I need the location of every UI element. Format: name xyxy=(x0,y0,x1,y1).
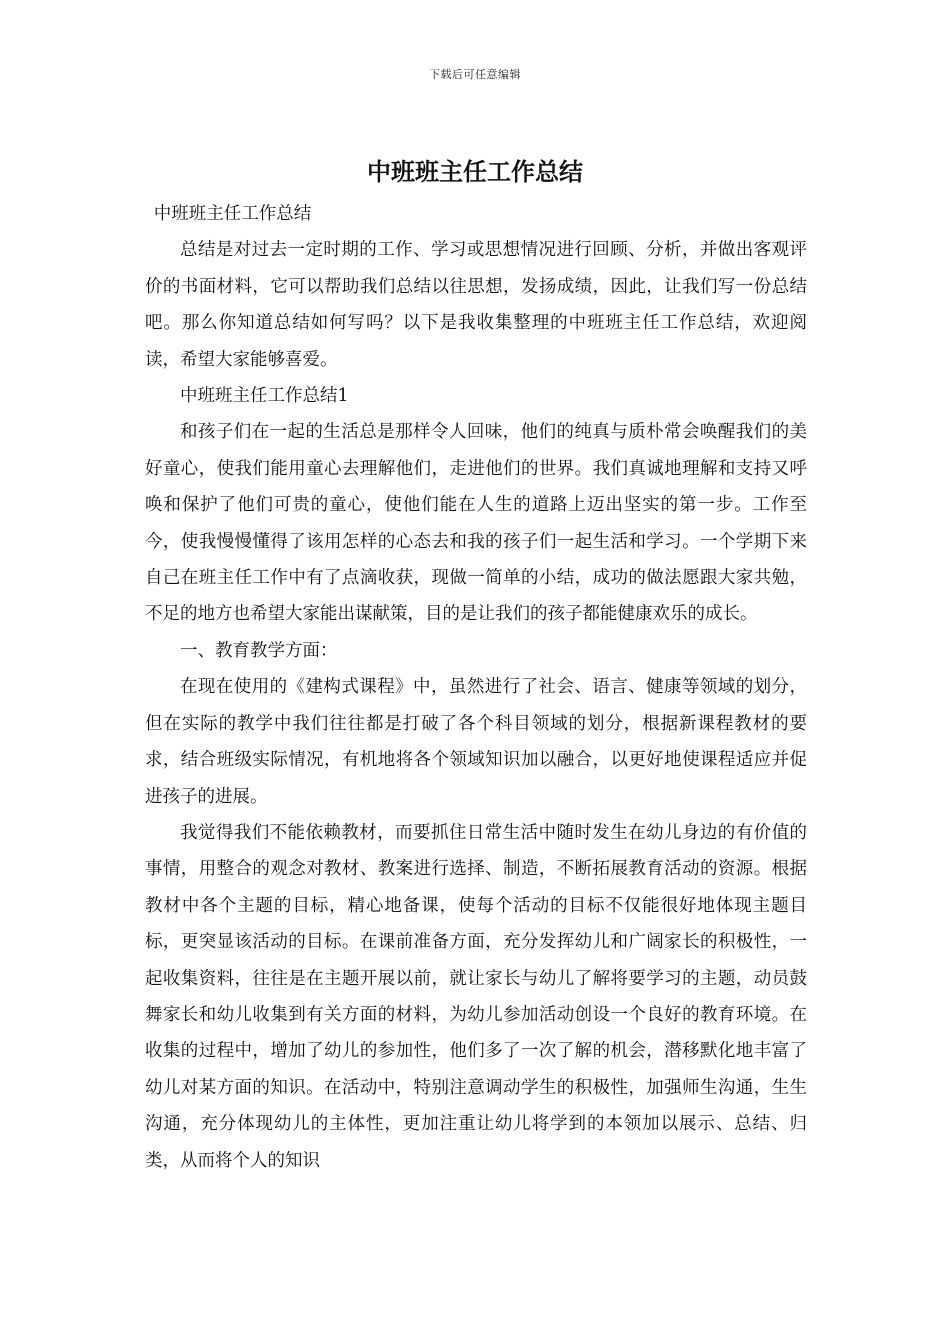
page-header-note: 下载后可任意编辑 xyxy=(429,68,521,81)
document-title: 中班班主任工作总结 xyxy=(367,157,583,186)
document-body xyxy=(145,196,807,1179)
document-subtitle: 中班班主任工作总结 xyxy=(153,204,312,224)
body-paragraph: 在现在使用的《建构式课程》中，虽然进行了社会、语言、健康等领域的划分，但在实际的教学中我们往往都是打破了各个科目领域的划分，根据新课程教材的要求，结合班级实际情况，有机地将各个领域知识加以融合，以更好地使课程适应并促进孩子的进展。 xyxy=(145,677,807,807)
section-heading: 中班班主任工作总结1 xyxy=(180,386,349,407)
body-paragraph: 和孩子们在一起的生活总是那样令人回味，他们的纯真与质朴常会唤醒我们的美好童心，使我们能用童心去理解他们，走进他们的世界。我们真诚地理解和支持又呼唤和保护了他们可贵的童心，使他们能在人生的道路上迈出坚实的第一步。工作至今，使我慢慢懂得了该用怎样的心态去和我的孩子们一起生活和学习。一个学期下来自己在班主任工作中有了点滴收获，现做一简单的小结，成功的做法愿跟大家共勉，不足的地方也希望大家能出谋献策，目的是让我们的孩子都能健康欢乐的成长。 xyxy=(145,422,807,625)
body-paragraph: 我觉得我们不能依赖教材，而要抓住日常生活中随时发生在幼儿身边的有价值的事情，用整合的观念对教材、教案进行选择、制造，不断拓展教育活动的资源。根据教材中各个主题的目标，精心地备课，使每个活动的目标不仅能很好地体现主题目标，更突显该活动的目标。在课前准备方面，充分发挥幼儿和广阔家长的积极性，一起收集资料，往往是在主题开展以前，就让家长与幼儿了解将要学习的主题，动员鼓舞家长和幼儿收集到有关方面的材料，为幼儿参加活动创设一个良好的教育环境。在收集的过程中，增加了幼儿的参加性，他们多了一次了解的机会，潜移默化地丰富了幼儿对某方面的知识。在活动中，特别注意调动学生的积极性，加强师生沟通，生生沟通，充分体现幼儿的主体性，更加注重让幼儿将学到的本领加以展示、总结、归类，从而将个人的知识 xyxy=(145,822,807,1171)
section-heading: 一、教育教学方面： xyxy=(180,640,338,661)
intro-paragraph: 总结是对过去一定时期的工作、学习或思想情况进行回顾、分析，并做出客观评价的书面材料，它可以帮助我们总结以往思想，发扬成绩，因此，让我们写一份总结吧。那么你知道总结如何写吗？以下是我收集整理的中班班主任工作总结，欢迎阅读，希望大家能够喜爱。 xyxy=(145,240,807,370)
